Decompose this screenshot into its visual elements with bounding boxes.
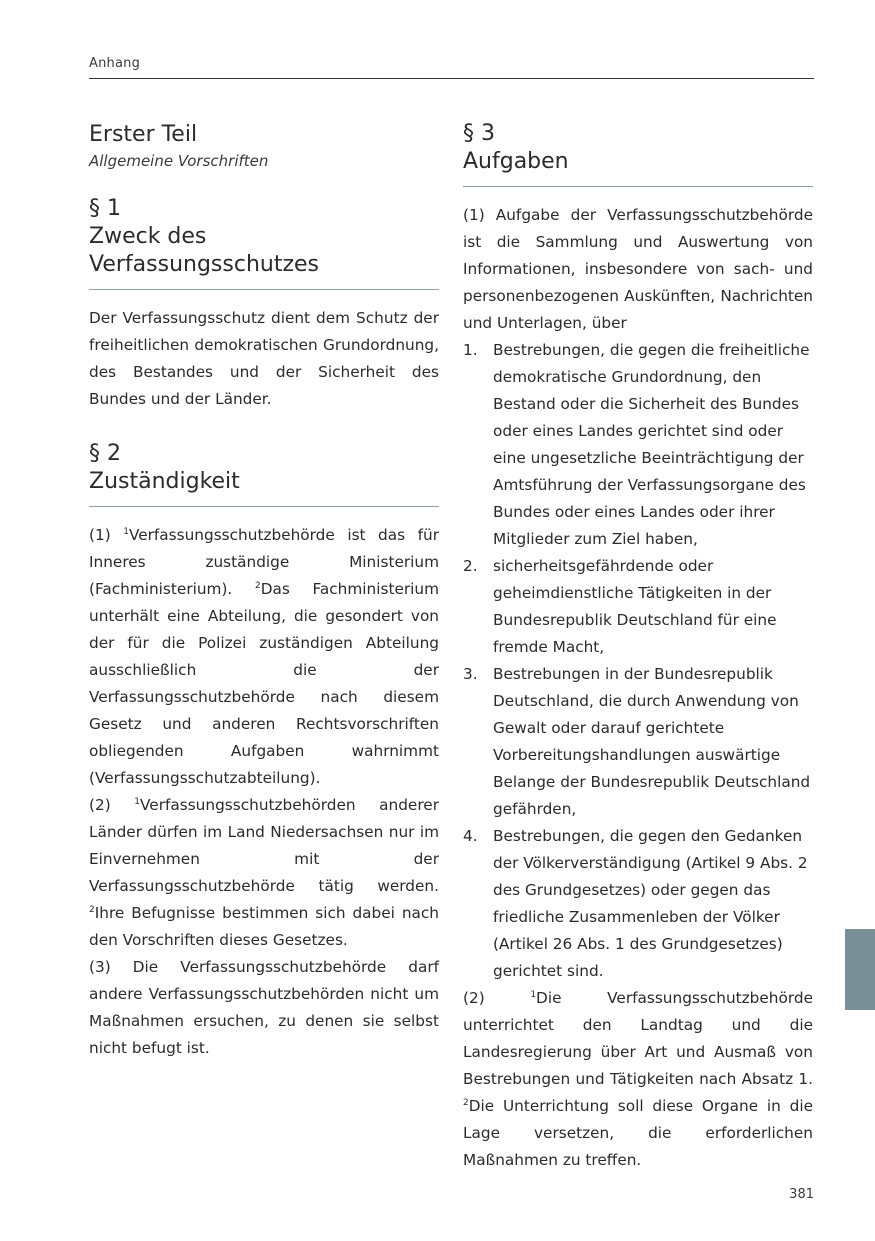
sentence-number: 2: [89, 904, 95, 915]
sentence: Ihre Befugnisse bestimmen sich dabei nach den Vorschriften dieses Gesetzes.: [89, 904, 439, 949]
part-subtitle: Allgemeine Vorschriften: [89, 152, 269, 170]
para-prefix: (1): [89, 526, 124, 544]
item-text: sicherheitsgefährdende oder geheimdienstliche Tätigkeiten in der Bundesrepublik Deutschland für eine fremde Macht,: [493, 557, 777, 656]
sentence: Verfassungsschutzbehörde ist das für Inneres zuständige Ministerium (Fachministerium).: [89, 526, 440, 598]
sentence-number: 1: [134, 796, 140, 807]
item-number: 3.: [463, 665, 478, 683]
section-2-title: Zuständigkeit: [89, 469, 240, 494]
part-title: Erster Teil: [89, 122, 198, 147]
section-3-paragraph-1-intro: (1) Aufgabe der Verfassungsschutzbehörde ist die Sammlung und Auswertung von Informationen, insbesondere von sach- und personenbezogenen Auskünften, Nachrichten und Unterlagen, über: [463, 206, 813, 332]
item-text: Bestrebungen in der Bundesrepublik Deutschland, die durch Anwendung von Gewalt oder darauf gerichtete Vorbereitungshandlungen auswärtige Belange der Bundesrepublik Deutschland gefährden,: [493, 665, 811, 818]
list-item: [463, 553, 813, 661]
running-head: Anhang: [89, 56, 141, 71]
section-2-paragraph-3: (3) Die Verfassungsschutzbehörde darf andere Verfassungsschutzbehörden nicht um Maßnahmen ersuchen, zu denen sie selbst nicht befugt ist.: [89, 958, 439, 1057]
item-number: 2.: [463, 557, 478, 575]
para-prefix: (2): [463, 989, 531, 1007]
sentence-number: 1: [530, 989, 537, 1000]
header-rule: [89, 78, 814, 79]
section-3-title: Aufgaben: [463, 149, 569, 174]
chapter-thumb-tab: [845, 929, 875, 1010]
item-number: 1.: [463, 341, 478, 359]
section-3-item-list: [463, 337, 813, 985]
right-column: [463, 120, 813, 1174]
section-2-number: § 2: [89, 441, 121, 466]
section-3-body: [463, 202, 813, 1174]
para-prefix: (2): [89, 796, 135, 814]
section-1-title: Zweck des Verfassungsschutzes: [89, 224, 320, 277]
sentence-number: 2: [463, 1097, 469, 1108]
section-2-rule: [89, 506, 439, 507]
sentence-number: 1: [123, 526, 129, 537]
item-number: 4.: [463, 827, 478, 845]
sentence-number: 2: [254, 580, 261, 591]
list-item: [463, 661, 813, 823]
sentence: Die Unterrichtung soll diese Organe in die Lage versetzen, die erforderlichen Maßnahmen zu treffen.: [463, 1097, 813, 1169]
section-2-paragraph-2: [89, 792, 439, 954]
sentence: Die Verfassungsschutzbehörde unterrichtet den Landtag und die Landesregierung über Art und Ausmaß von Bestrebungen und Tätigkeiten nach Absatz 1.: [463, 989, 813, 1088]
list-item: [463, 823, 813, 985]
list-item: [463, 337, 813, 553]
section-3: [463, 120, 813, 1174]
section-3-rule: [463, 186, 813, 187]
section-2-paragraph-1: [89, 522, 439, 792]
sentence: Das Fachministerium unterhält eine Abteilung, die gesondert von der für die Polizei zuständigen Abteilung ausschließlich die der Verfassungsschutzbehörde nach diesem Gesetz und anderen Rechtsvorschriften obliegenden Aufgaben wahrnimmt (Verfassungsschutzabteilung).: [89, 580, 439, 787]
item-text: Bestrebungen, die gegen die freiheitliche demokratische Grundordnung, den Bestand oder die Sicherheit des Bundes oder eines Landes gerichtet sind oder eine ungesetzliche Beeinträchtigung der Amtsführung der Verfassungsorgane des Bundes oder eines Landes oder ihrer Mitglieder zum Ziel haben,: [493, 341, 810, 548]
page-number: 381: [789, 1187, 814, 1202]
item-text: Bestrebungen, die gegen den Gedanken der Völkerverständigung (Artikel 9 Abs. 2 des Grundgesetzes) oder gegen das friedliche Zusammenleben der Völker (Artikel 26 Abs. 1 des Grundgesetzes) gerichtet sind.: [493, 827, 808, 980]
section-3-number: § 3: [463, 121, 495, 146]
section-1: [89, 195, 439, 413]
left-column: [89, 120, 439, 1062]
section-1-number: § 1: [89, 196, 121, 221]
sentence: Verfassungsschutzbehörden anderer Länder dürfen im Land Niedersachsen nur im Einvernehmen mit der Verfassungsschutzbehörde tätig werden.: [89, 796, 439, 895]
section-1-rule: [89, 289, 439, 290]
section-2-body: [89, 522, 439, 1062]
section-2: [89, 440, 439, 1062]
section-1-text: Der Verfassungsschutz dient dem Schutz der freiheitlichen demokratischen Grundordnung, des Bestandes und der Sicherheit des Bundes und der Länder.: [89, 309, 439, 408]
section-3-paragraph-2: [463, 985, 813, 1174]
